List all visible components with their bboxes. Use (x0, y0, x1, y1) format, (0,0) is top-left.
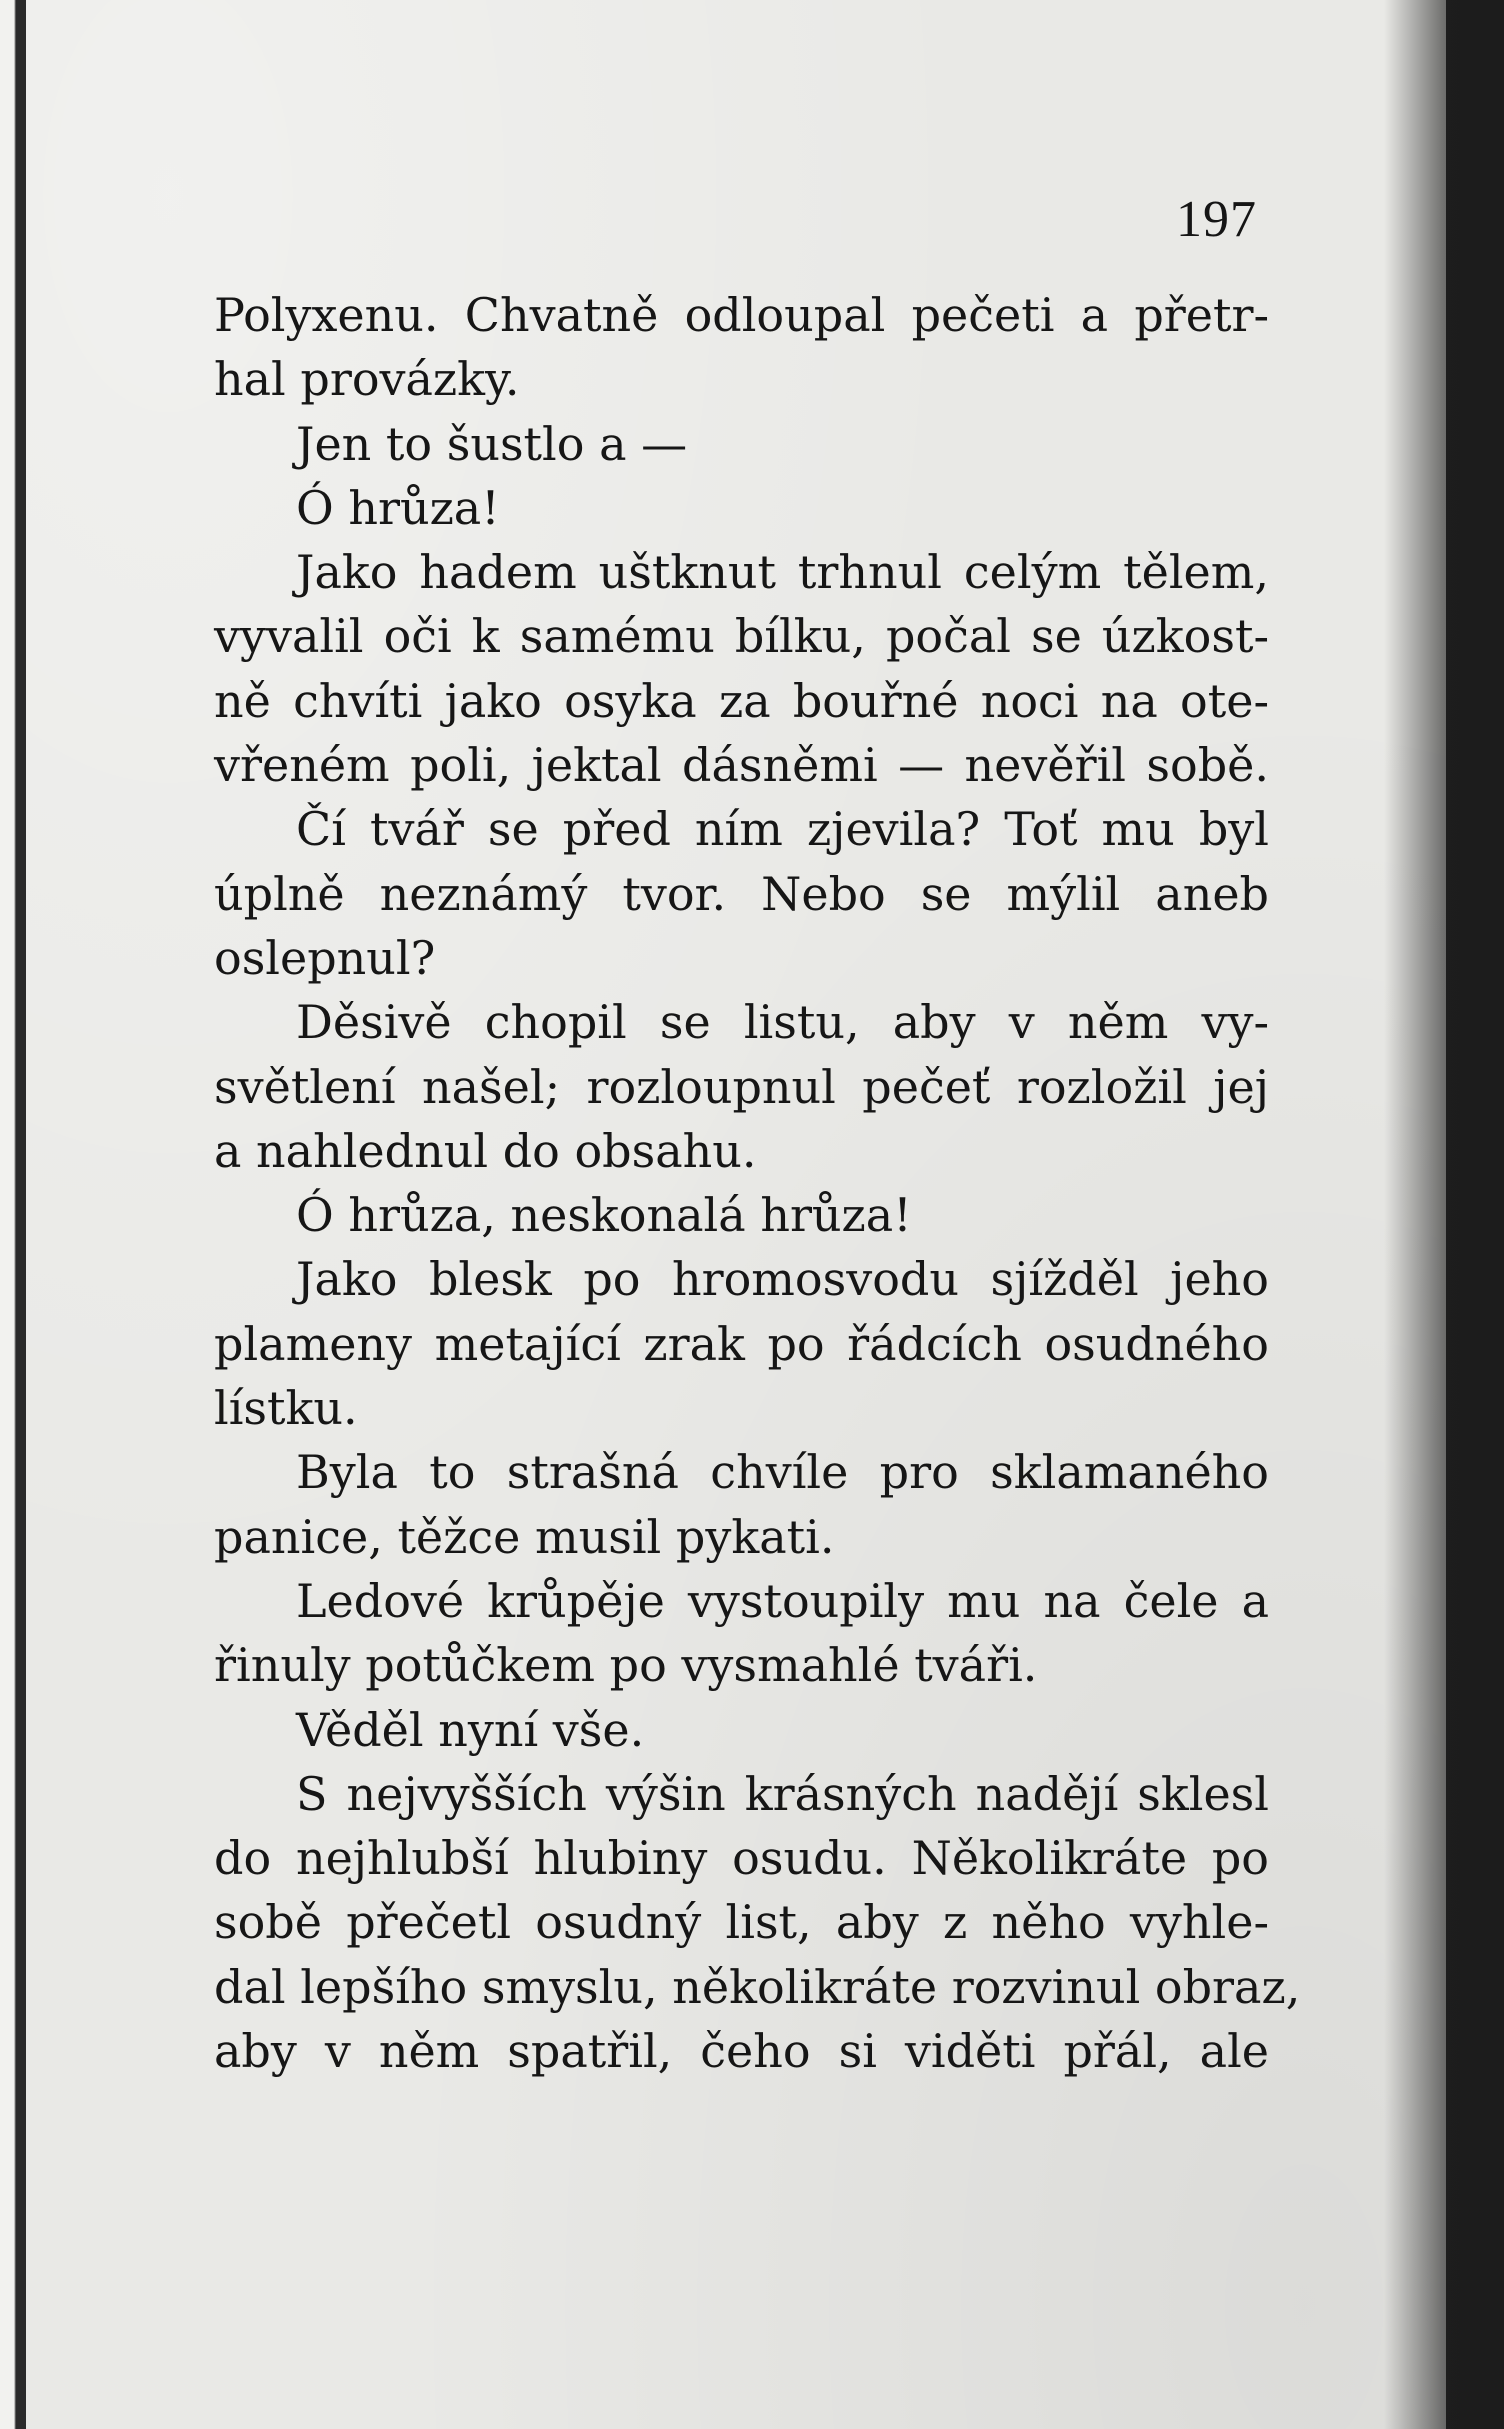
text-line: řinuly potůčkem po vysmahlé tváři. (214, 1638, 1038, 1693)
text-line: vřeném poli, jektal dásněmi — nevěřil sobě. (214, 738, 1269, 793)
text-line: S nejvyšších výšin krásných nadějí sklesl (296, 1766, 1269, 1821)
text-line: Věděl nyní vše. (296, 1702, 645, 1757)
text-line: do nejhlubší hlubiny osudu. Několikráte po (214, 1831, 1269, 1886)
text-line: Jen to šustlo a — (296, 416, 688, 471)
text-line: úplně neznámý tvor. Nebo se mýlil aneb (214, 866, 1269, 921)
text-line: lístku. (214, 1381, 358, 1436)
text-line: aby v něm spatřil, čeho si viděti přál, ale (214, 2024, 1269, 2079)
body-text (214, 283, 1301, 2083)
text-line: panice, těžce musil pykati. (214, 1509, 835, 1564)
left-page-edge (0, 0, 26, 2429)
text-line: hal provázky. (214, 352, 520, 407)
text-line: Jako hadem uštknut trhnul celým tělem, (296, 545, 1269, 600)
book-page (26, 0, 1446, 2429)
text-line: dal lepšího smyslu, několikráte rozvinul obraz, (214, 1959, 1301, 2014)
text-line: Polyxenu. Chvatně odloupal pečeti a přetr- (214, 288, 1269, 342)
text-line: a nahlednul do obsahu. (214, 1123, 757, 1178)
text-line: Ledové krůpěje vystoupily mu na čele a (296, 1573, 1269, 1628)
text-line: vyvalil oči k samému bílku, počal se úzkost- (214, 609, 1269, 664)
text-line: Ó hrůza, neskonalá hrůza! (296, 1188, 912, 1243)
text-line: sobě přečetl osudný list, aby z něho vyhle- (214, 1895, 1269, 1950)
text-line: ně chvíti jako osyka za bouřné noci na ote- (214, 673, 1269, 728)
text-line: Děsivě chopil se listu, aby v něm vy- (296, 995, 1269, 1050)
text-line: Jako blesk po hromosvodu sjížděl jeho (296, 1252, 1269, 1307)
text-line: Čí tvář se před ním zjevila? Toť mu byl (296, 802, 1269, 857)
text-line: oslepnul? (214, 930, 436, 985)
text-line: Byla to strašná chvíle pro sklamaného (296, 1445, 1269, 1500)
page-number: 197 (1176, 191, 1257, 248)
text-line: světlení našel; rozloupnul pečeť rozložil jej (214, 1059, 1269, 1114)
text-line: Ó hrůza! (296, 480, 500, 535)
text-line: plameny metající zrak po řádcích osudného (214, 1316, 1269, 1371)
right-shadow (1384, 0, 1504, 2429)
